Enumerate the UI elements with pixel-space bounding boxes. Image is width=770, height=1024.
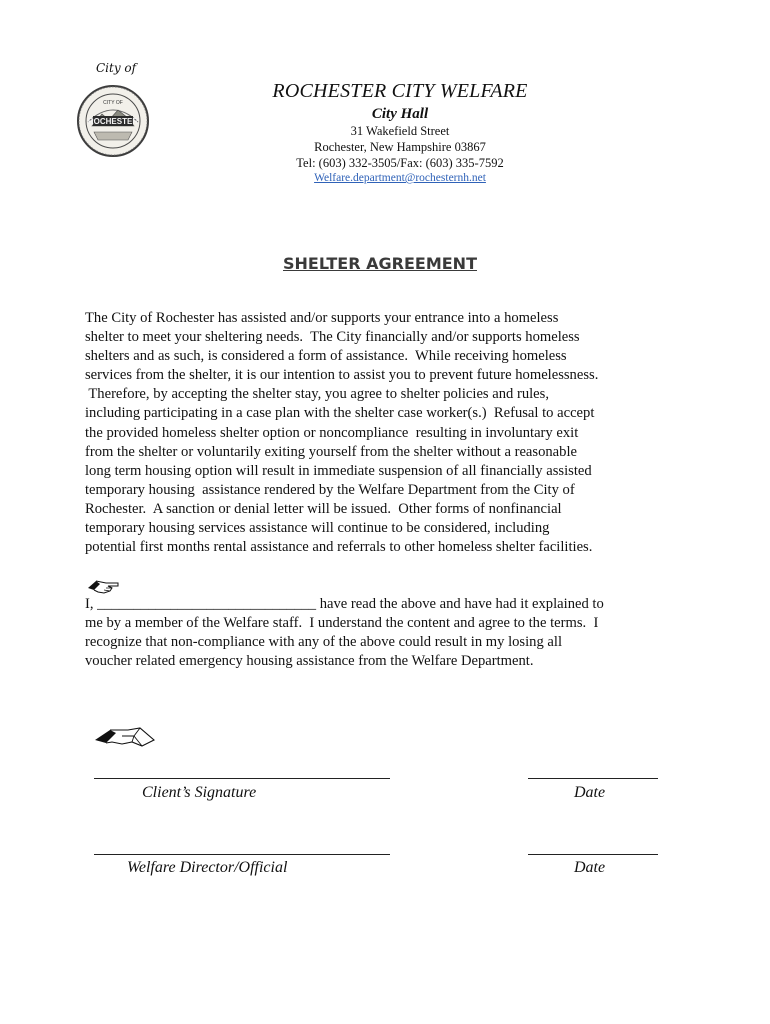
paragraph-line: me by a member of the Welfare staff. I understand the content and agree to the terms. I xyxy=(85,615,599,632)
city-of-label: City of xyxy=(96,61,137,75)
acknowledgement-paragraph xyxy=(85,595,685,671)
phone-fax: Tel: (603) 332-3505/Fax: (603) 335-7592 xyxy=(296,156,504,170)
paragraph-line: shelters and as such, is considered a form of assistance. While receiving homeless xyxy=(85,348,567,365)
official-signature-label: Welfare Director/Official xyxy=(127,859,288,876)
paragraph-line: voucher related emergency housing assistance from the Welfare Department. xyxy=(85,653,534,670)
official-date-line[interactable] xyxy=(528,854,658,855)
paragraph-line: recognize that non-compliance with any of the above could result in my losing all xyxy=(85,634,562,651)
city-hall-subtitle: City Hall xyxy=(371,106,429,122)
paragraph-line: Therefore, by accepting the shelter stay, you agree to shelter policies and rules, xyxy=(85,386,549,403)
svg-text:ROCHESTER: ROCHESTER xyxy=(87,117,139,126)
official-date-label: Date xyxy=(574,859,606,876)
paragraph-line: long term housing option will result in immediate suspension of all financially assisted xyxy=(85,462,592,479)
client-date-label: Date xyxy=(574,784,606,801)
city-seal-logo xyxy=(76,84,150,158)
client-signature-line[interactable] xyxy=(94,778,390,779)
paragraph-line: from the shelter or voluntarily exiting yourself from the shelter without a reasonable xyxy=(85,443,577,460)
paragraph-line: the provided homeless shelter option or noncompliance resulting in involuntary exit xyxy=(85,424,579,441)
paragraph-line: The City of Rochester has assisted and/or supports your entrance into a homeless xyxy=(85,310,559,326)
paragraph-line: Rochester. A sanction or denial letter will be issued. Other forms of nonfinancial xyxy=(85,500,562,517)
organization-title: ROCHESTER CITY WELFARE xyxy=(272,80,528,102)
paragraph-line: potential first months rental assistance and referrals to other homeless shelter facilities. xyxy=(85,539,593,556)
paragraph-line: temporary housing assistance rendered by the Welfare Department from the City of xyxy=(85,481,575,498)
email-link[interactable]: Welfare.department@rochesternh.net xyxy=(314,172,486,184)
agreement-paragraph xyxy=(85,309,685,557)
client-date-line[interactable] xyxy=(528,778,658,779)
city-state-zip: Rochester, New Hampshire 03867 xyxy=(314,140,486,154)
paragraph-line: services from the shelter, it is our intention to assist you to prevent future homelessness. xyxy=(85,367,599,384)
paragraph-line: shelter to meet your sheltering needs. The City financially and/or supports homeless xyxy=(85,329,580,346)
svg-text:CITY OF: CITY OF xyxy=(103,100,123,106)
document-title: SHELTER AGREEMENT xyxy=(283,254,477,273)
pointing-hand-icon xyxy=(94,724,156,748)
street-address: 31 Wakefield Street xyxy=(350,124,450,138)
official-signature-line[interactable] xyxy=(94,854,390,855)
paragraph-line: I, ______________________________ have read the above and have had it explained to xyxy=(85,596,604,612)
client-signature-label: Client’s Signature xyxy=(142,784,257,801)
paragraph-line: including participating in a case plan with the shelter case worker(s.) Refusal to accept xyxy=(85,405,595,422)
paragraph-line: temporary housing services assistance will continue to be considered, including xyxy=(85,520,550,537)
